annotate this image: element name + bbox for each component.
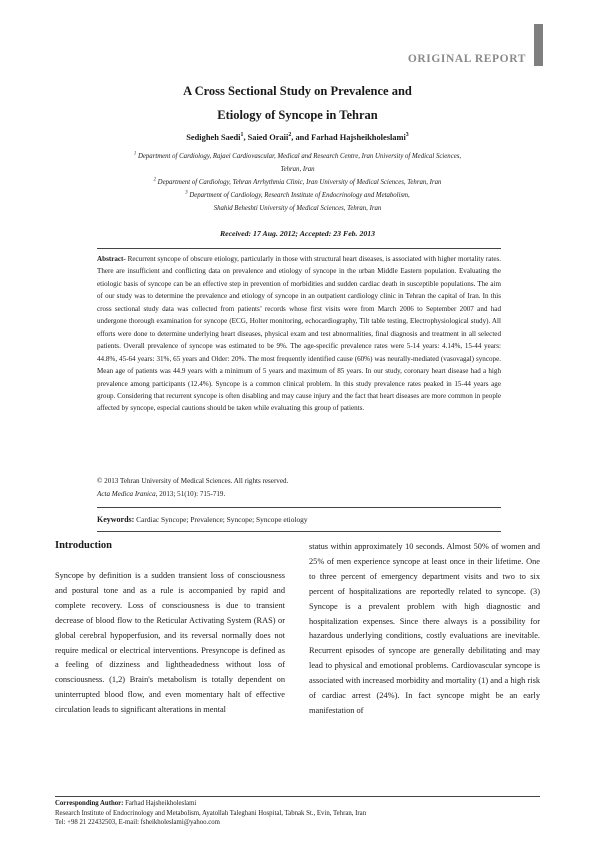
affiliation-text: Department of Cardiology, Tehran Arrhythmia Clinic, Iran University of Medical Sciences, Tehran, Iran [155, 179, 442, 186]
affiliation-marker: 2 [153, 177, 156, 183]
author-affiliation-marker: 3 [405, 132, 409, 139]
keywords-text: Cardiac Syncope; Prevalence; Syncope; Syncope etiology [134, 515, 308, 524]
footnote-rule [55, 796, 540, 797]
author-affiliation-marker: 2 [288, 132, 292, 139]
corresponding-author-name: Farhad Hajsheikholeslami [123, 800, 197, 807]
affiliation-text: Department of Cardiology, Research Institute of Endocrinology and Metabolism, [187, 192, 410, 199]
abstract-bottom-rule [97, 507, 501, 508]
affiliation [60, 190, 535, 215]
keywords-line [97, 515, 501, 524]
author-separator: , and [291, 133, 312, 142]
author-affiliation-marker: 1 [240, 132, 244, 139]
abstract-top-rule [97, 248, 501, 249]
corresponding-author-address: Research Institute of Endocrinology and Metabolism, Ayatollah Taleghani Hospital, Tabnak St., Evin, Tehran, Iran [55, 809, 367, 817]
corresponding-author-contact: Tel: +98 21 22432503, E-mail: fsheikholeslami@yahoo.com [55, 819, 220, 826]
copyright-notice: © 2013 Tehran University of Medical Sciences. All rights reserved. [97, 477, 289, 485]
affiliation [60, 151, 535, 176]
abstract-text: Recurrent syncope of obscure etiology, particularly in those with structural heart diseases, is associated with higher mortality rates. There are insufficient and conflicting data on prevalence and etiology of syncope in the urban Middle Eastern population. Evaluating the etiologic basis of syncope can be an effective step in prevention of morbidities and sudden cardiac death in susceptible populations. The aim of our study was to determine the prevalence and etiology of syncope in an outpatient cardiology clinic in Tehran the capital of Iran. In this cross sectional study data was collected from patients’ records whose first visits were from March 2006 to September 2007 and had undergone thorough examination for syncope (ECG, Holter monitoring, echocardiography, Tilt table testing, Electrophysiological study). All efforts were done to determine underlying heart diseases, physical exam and test abnormalities, final diagnosis and treatment in all selected patients. Overall prevalence of syncope was estimated to be 9%. The age-specific prevalence rates were 5-14 years: 4.14%, 15-44 years: 44.8%, 45-64 years: 31%, 65 years and Older: 20%. The most frequently identified cause (60%) was neurally-mediated (vasovagal) syncope. Mean age of patients was 44.9 years with a minimum of 5 years and maximum of 85 years. In our study, coronary heart disease had a high prevalence among participants (12.4%). Syncope is a common clinical problem. In this study prevalence rates peaked in 15-44 years age group. Considering that recurrent syncope is often disabling and may cause injury and the fact that heart diseases are more common in people affected by syncope, especial cautions should be taken while evaluating this group of patients. [97, 255, 501, 413]
journal-name: Acta Medica Iranica [97, 490, 156, 498]
citation-details: , 2013; 51(10): 715-719. [155, 490, 226, 498]
keywords-label: Keywords: [97, 515, 135, 524]
author-name: Sedigheh Saedi [186, 133, 241, 142]
author-name: Saied Oraii [247, 133, 289, 142]
author-list [0, 133, 595, 142]
body-text-right-column: status within approximately 10 seconds. Almost 50% of women and 25% of men experience syncope at least once in their lifetime. One to three percent of emergency department visits and two to six percent of hospitalizations are reportedly related to syncope. (3) Syncope is a prevalent problem with high diagnostic and hospitalization expenses. Since there always is a possibility for hazardous underlying conditions, costly evaluations are inevitable. Recurrent episodes of syncope are generally debilitating and may lead to physical and emotional problems. Cardiovascular syncope is associated with increased morbidity and mortality (1) and a high risk of cardiac arrest (24%). In fact syncope might be an early manifestation of [309, 542, 540, 715]
body-text-left-column: Syncope by definition is a sudden transient loss of consciousness and postural tone and as a rule is accompanied by rapid and complete recovery. Loss of consciousness is due to transient decrease of blood flow to the Reticular Activating System (RAS) or global cerebral hypoperfusion, and its reversal normally does not require medical or electrical interventions. Presyncope is defined as a feeling of dizziness and lightheadedness without loss of consciousness. (1,2) Brain's metabolism is totally dependent on uninterrupted blood flow, and even momentary halt of effective circulation leads to significant alterations in mental [55, 571, 285, 715]
received-accepted-dates: Received: 17 Aug. 2012; Accepted: 23 Feb. 2013 [219, 229, 376, 238]
header-accent-bar [534, 24, 543, 66]
affiliation-marker: 3 [185, 190, 188, 196]
affiliation-text: Tehran, Iran [280, 165, 315, 173]
author-name: Farhad Hajsheikholeslami [311, 133, 406, 142]
abstract-label: Abstract- [97, 255, 126, 263]
abstract-paragraph [97, 253, 501, 415]
article-title-line-1: A Cross Sectional Study on Prevalence and [183, 84, 412, 98]
affiliation-text: Department of Cardiology, Rajaei Cardiovascular, Medical and Research Centre, Iran University of Medical Sciences, [136, 153, 462, 160]
corresponding-author-footnote [55, 799, 540, 828]
report-type-label: ORIGINAL REPORT [407, 53, 526, 65]
keywords-rule [97, 531, 501, 532]
introduction-heading: Introduction [55, 540, 112, 551]
corresponding-author-label: Corresponding Author: [55, 800, 124, 807]
author-separator: , [243, 133, 248, 142]
affiliation-marker: 1 [133, 151, 137, 157]
affiliation [60, 177, 535, 190]
citation-line [97, 488, 501, 500]
article-title-line-2: Etiology of Syncope in Tehran [217, 108, 378, 122]
affiliation-text: Shahid Beheshti University of Medical Sciences, Tehran, Iran [213, 204, 382, 212]
